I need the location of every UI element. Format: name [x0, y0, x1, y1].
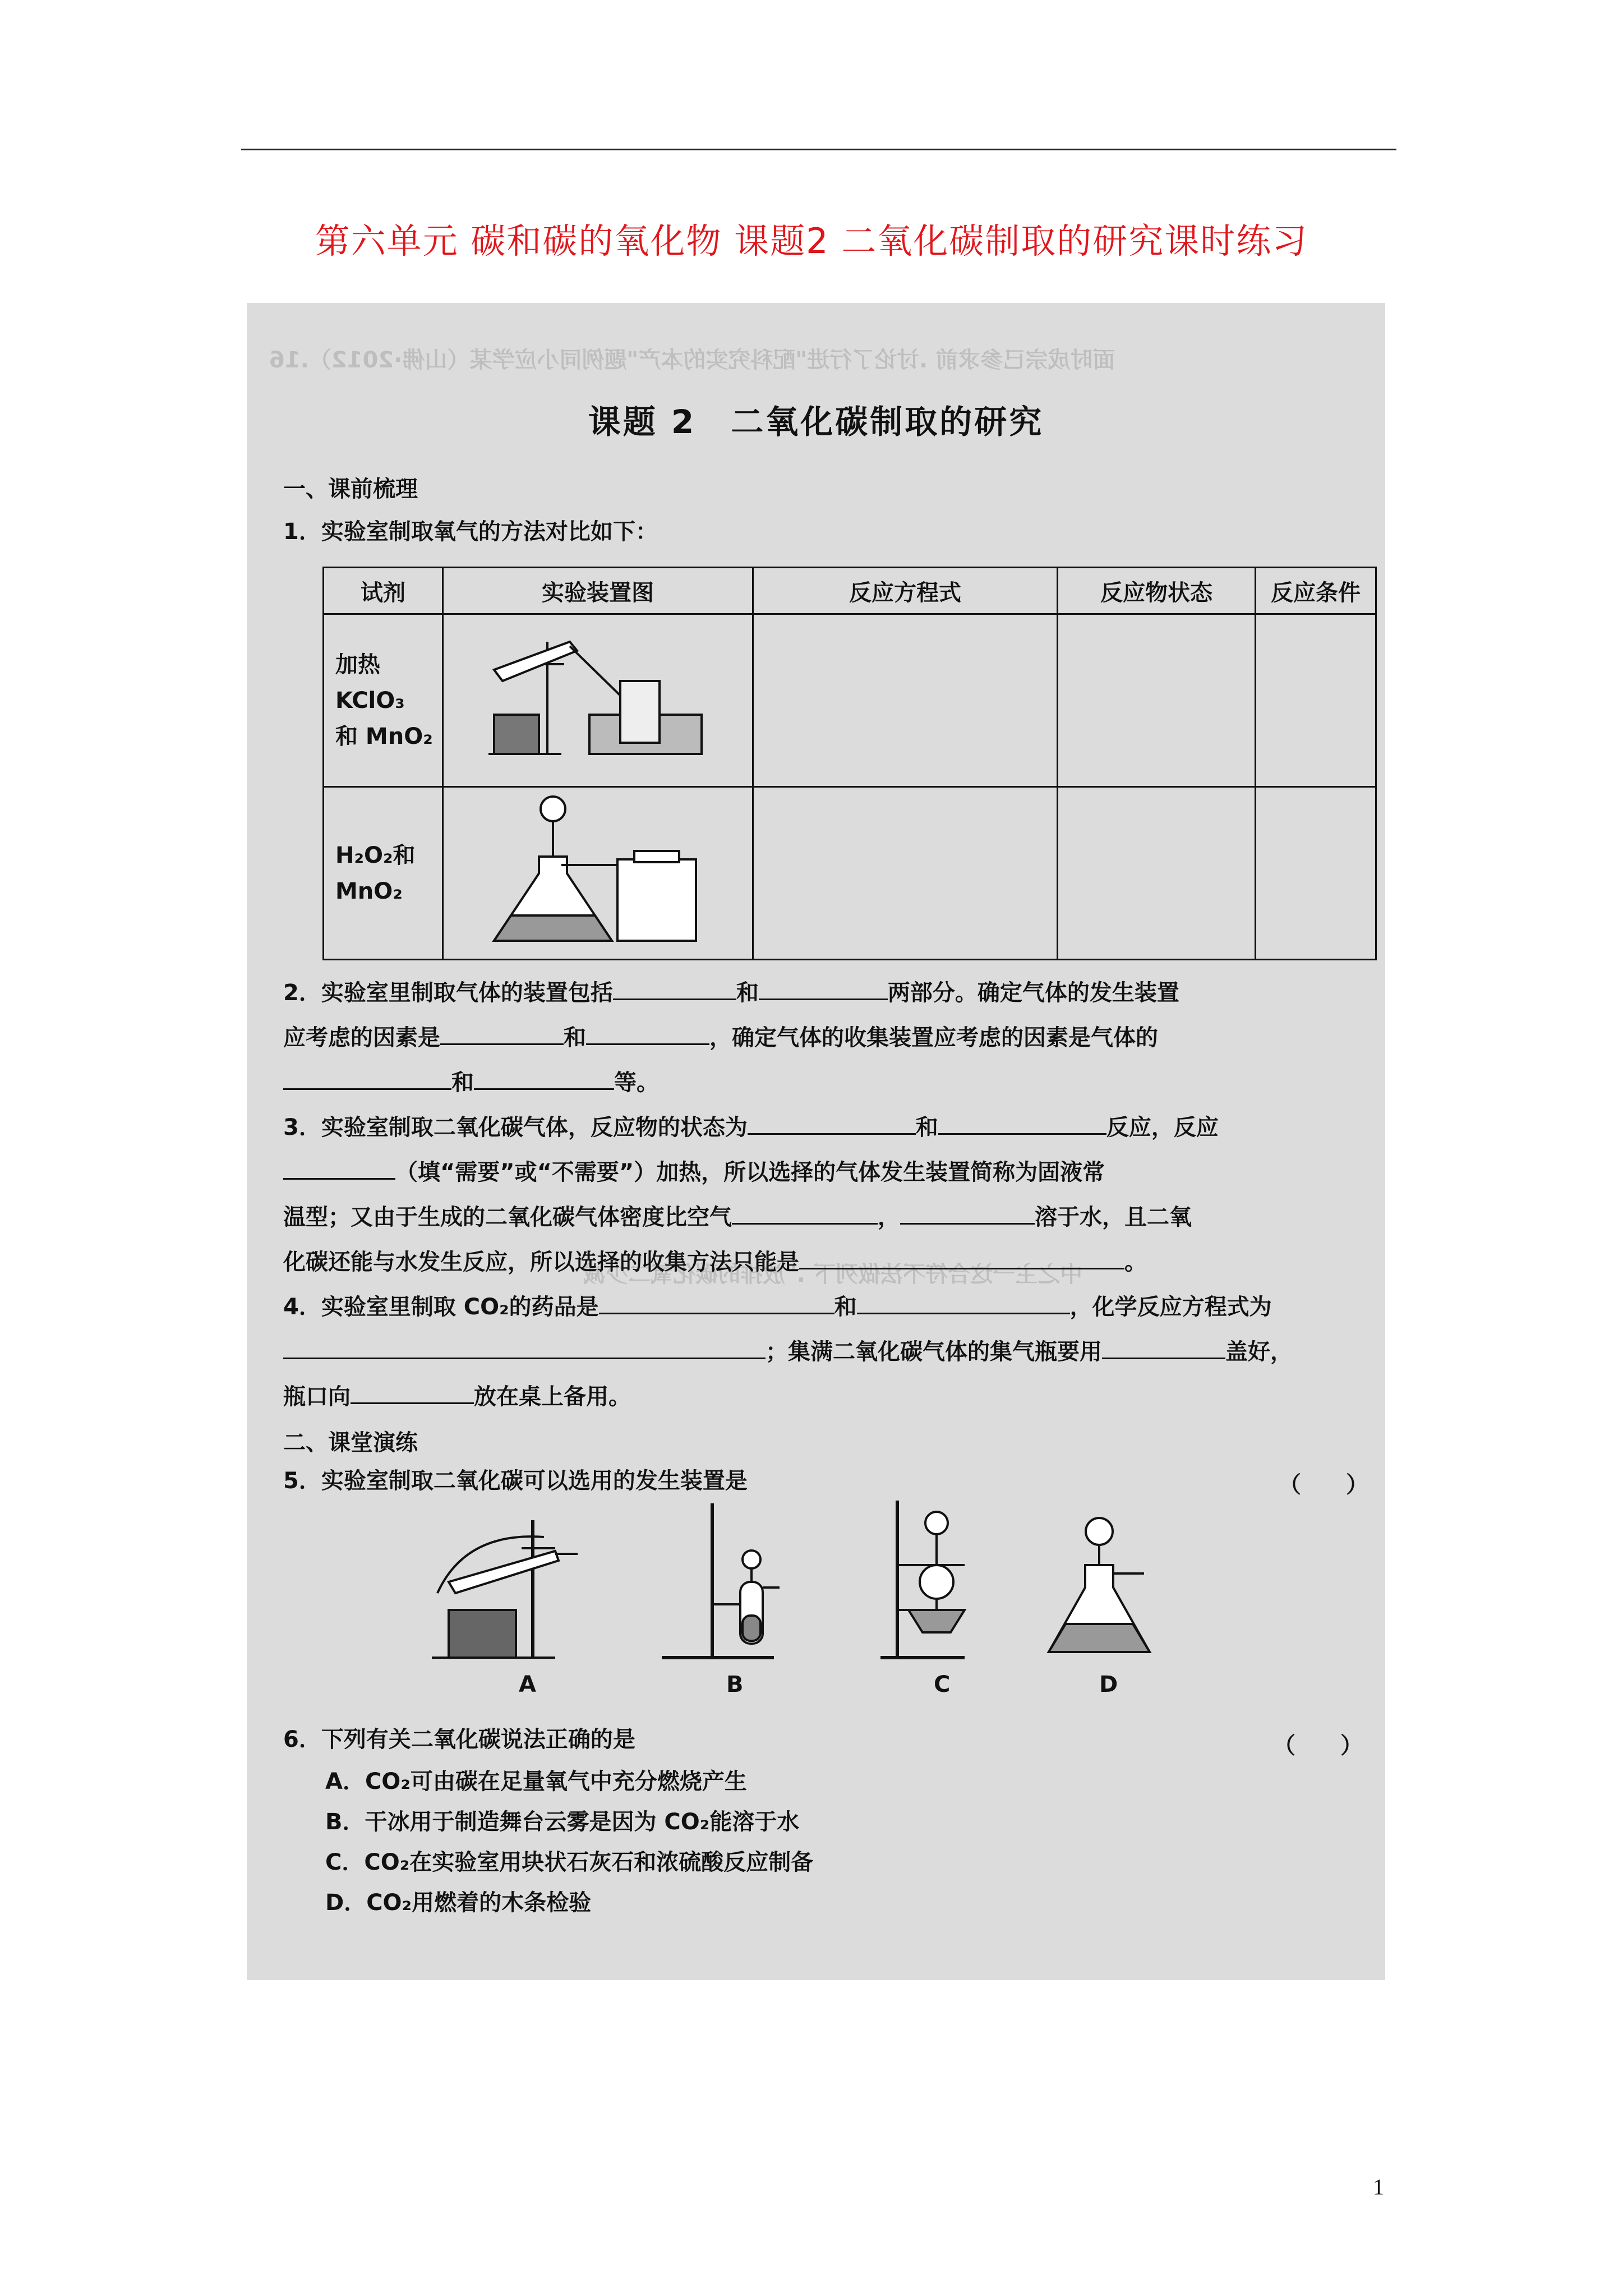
reagent-cell: [324, 614, 443, 787]
h2o2-flask-apparatus-figure: [449, 789, 730, 952]
answer-blank[interactable]: [283, 1068, 451, 1090]
answer-blank[interactable]: [440, 1023, 564, 1045]
table-header-row: [324, 568, 1376, 614]
answer-blank[interactable]: [857, 1292, 1070, 1314]
answer-blank[interactable]: [732, 1203, 878, 1225]
apparatus-label: A: [519, 1672, 536, 1697]
reagent-text: MnO₂: [335, 878, 403, 904]
question-6: 6．下列有关二氧化碳说法正确的是: [283, 1727, 635, 1752]
worksheet-heading: 课题 2 二氧化碳制取的研究: [588, 403, 1044, 441]
table-row: [324, 614, 1376, 787]
question-3-line: 温型；又由于生成的二氧化碳气体密度比空气 ， 溶于水，且二氧: [283, 1195, 1366, 1240]
question-1: 1．实验室制取氧气的方法对比如下：: [283, 519, 658, 545]
answer-blank[interactable]: [613, 978, 736, 1000]
answer-blank[interactable]: [759, 978, 888, 1000]
apparatus-cell: [443, 787, 753, 960]
bleed-through-text: 中之主一这合符不法做列下 ."放排的碳化氧二少减: [583, 1262, 1082, 1287]
question-2-line: 2．实验室里制取气体的装置包括 和 两部分。确定气体的发生装置: [283, 970, 1366, 1015]
answer-blank[interactable]: [474, 1068, 614, 1090]
header-rule: [241, 149, 1396, 150]
apparatus-label: B: [726, 1672, 744, 1697]
section-heading: 一、课前梳理: [283, 476, 418, 502]
choice-option[interactable]: C．CO₂在实验室用块状石灰石和浓硫酸反应制备: [325, 1849, 814, 1875]
answer-blank[interactable]: [938, 1113, 1106, 1135]
apparatus-label: C: [934, 1672, 951, 1697]
table-row: [324, 787, 1376, 960]
choice-option[interactable]: B．干冰用于制造舞台云雾是因为 CO₂能溶于水: [325, 1809, 800, 1835]
question-4-line: ；集满二氧化碳气体的集气瓶要用 盖好，: [283, 1329, 1366, 1374]
answer-blank[interactable]: [599, 1292, 834, 1314]
table-header: 实验装置图: [443, 568, 753, 614]
answer-paren[interactable]: （ ）: [1279, 1472, 1368, 1498]
table-header: 试剂: [324, 568, 443, 614]
bleed-through-text: 面时成宗已参求前 .讨论了行进"配科究实的本产"题例同小应学某（山佛·2012）.16: [269, 347, 1115, 373]
apparatus-b: [662, 1503, 780, 1658]
reagent-text: 加热 KClO₃: [335, 651, 405, 714]
answer-blank[interactable]: [1102, 1337, 1225, 1359]
question-3-line: 3．实验室制取二氧化碳气体，反应物的状态为 和 反应，反应: [283, 1105, 1366, 1150]
apparatus-c: [880, 1501, 965, 1658]
state-cell: [1058, 787, 1256, 960]
apparatus-a: [432, 1520, 578, 1658]
oxygen-method-table: [322, 567, 1377, 960]
reagent-cell: [324, 787, 443, 960]
scanned-worksheet: [247, 303, 1385, 1980]
table-header: 反应方程式: [753, 568, 1058, 614]
equation-cell: [753, 614, 1058, 787]
answer-blank[interactable]: [748, 1113, 916, 1135]
answer-blank[interactable]: [586, 1023, 709, 1045]
apparatus-d: [1049, 1518, 1150, 1652]
choice-option[interactable]: A．CO₂可由碳在足量氧气中充分燃烧产生: [325, 1769, 747, 1795]
equation-cell: [753, 787, 1058, 960]
question-5: 5．实验室制取二氧化碳可以选用的发生装置是: [283, 1468, 748, 1494]
state-cell: [1058, 614, 1256, 787]
question-3-line: （填“需要”或“不需要”）加热，所以选择的气体发生装置简称为固液常: [283, 1150, 1366, 1195]
answer-blank[interactable]: [799, 1248, 1124, 1269]
question-2-line: 和 等。: [283, 1060, 1366, 1105]
answer-blank[interactable]: [900, 1203, 1035, 1225]
page-number: 1: [1373, 2174, 1384, 2200]
question-4-line: 瓶口向 放在桌上备用。: [283, 1374, 1366, 1419]
document-title: 第六单元 碳和碳的氧化物 课题2 二氧化碳制取的研究课时练习: [315, 220, 1308, 261]
apparatus-cell: [443, 614, 753, 787]
answer-blank[interactable]: [351, 1382, 474, 1404]
answer-paren[interactable]: （ ）: [1273, 1733, 1363, 1759]
co2-generator-options-figure: [415, 1498, 1256, 1677]
question-3-line: 化碳还能与水发生反应，所以选择的收集方法只能是 。: [283, 1240, 1366, 1285]
choice-option[interactable]: D．CO₂用燃着的木条检验: [325, 1890, 592, 1916]
answer-blank[interactable]: [283, 1337, 766, 1359]
answer-blank[interactable]: [283, 1158, 395, 1180]
kclo3-heating-apparatus-figure: [449, 619, 730, 776]
table-header: 反应条件: [1256, 568, 1376, 614]
reagent-text: 和 MnO₂: [335, 723, 433, 749]
reagent-text: H₂O₂和: [335, 842, 416, 868]
section-heading: 二、课堂演练: [283, 1430, 418, 1456]
apparatus-label: D: [1099, 1672, 1118, 1697]
question-2-line: 应考虑的因素是 和 ，确定气体的收集装置应考虑的因素是气体的: [283, 1015, 1366, 1060]
question-4-line: 4．实验室里制取 CO₂的药品是 和 ，化学反应方程式为: [283, 1285, 1366, 1329]
condition-cell: [1256, 614, 1376, 787]
table-header: 反应物状态: [1058, 568, 1256, 614]
condition-cell: [1256, 787, 1376, 960]
